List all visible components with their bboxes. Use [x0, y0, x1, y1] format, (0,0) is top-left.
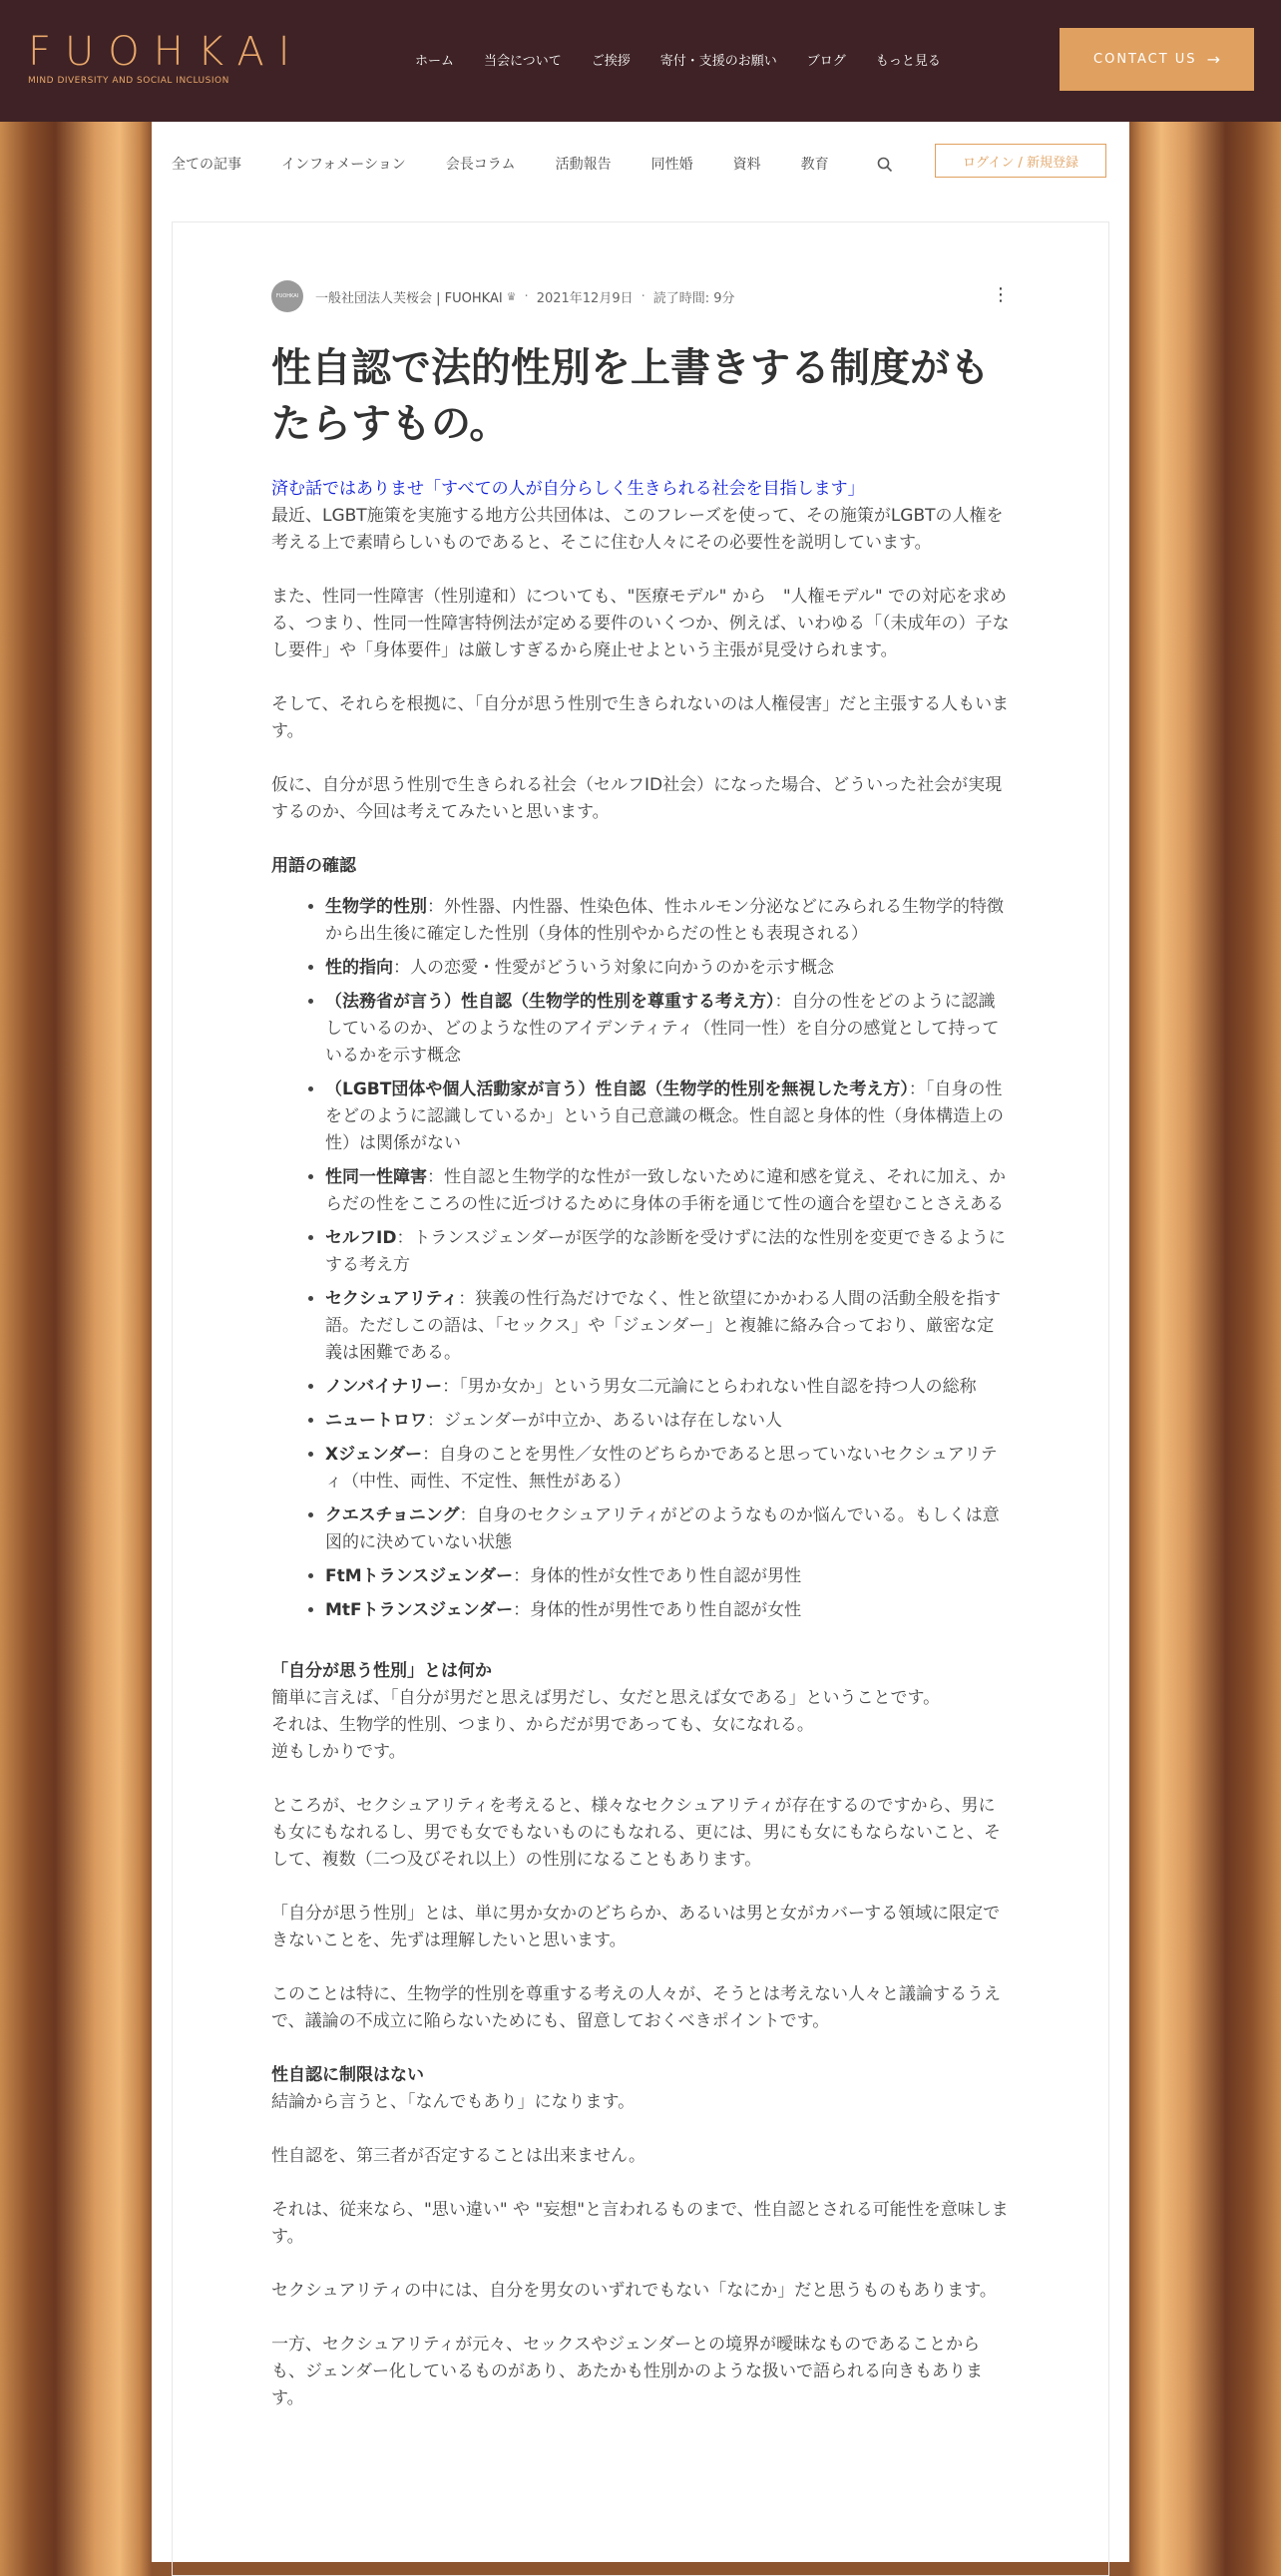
term: MtFトランスジェンダー [325, 1600, 514, 1620]
term-desc: ：トランスジェンダーが医学的な診断を受けずに法的な性別を変更できるようにする考え方 [325, 1228, 1006, 1275]
nav-greeting[interactable]: ご挨拶 [591, 54, 631, 69]
list-item [325, 1076, 1010, 1157]
post-title: 性自認で法的性別を上書きする制度がもたらすもの。 [271, 345, 990, 447]
list-item [325, 1374, 1010, 1401]
list-item [325, 1408, 1010, 1435]
nav-about[interactable]: 当会について [484, 54, 562, 69]
list-item [325, 894, 1010, 948]
list-item [325, 1597, 1010, 1624]
article-card [172, 221, 1109, 2576]
contact-button[interactable] [1060, 28, 1254, 91]
login-button[interactable]: ログイン / 新規登録 [935, 144, 1106, 178]
author-name[interactable]: 一般社団法人芙桜会 | FUOHKAI [315, 290, 503, 306]
more-icon[interactable]: ⋮ [992, 284, 1010, 305]
term: Xジェンダー [325, 1445, 423, 1465]
term: クエスチョニング [325, 1505, 460, 1525]
category-all[interactable]: 全ての記事 [172, 157, 241, 173]
category-activity[interactable]: 活動報告 [555, 157, 612, 173]
list-item [325, 955, 1010, 982]
category-same-sex-marriage[interactable]: 同性婚 [650, 157, 693, 173]
post-date: 2021年12月9日 [536, 290, 634, 306]
read-time: 読了時間: 9分 [652, 290, 735, 306]
paragraph: 「自分が思う性別」とは、単に男か女かのどちらか、あるいは男と女がカバーする領域に限定できないことを、先ずは理解したいと思います。 [271, 1904, 1001, 1950]
term: 性同一性障害 [325, 1167, 427, 1187]
term-desc: ：人の恋愛・性愛がどういう対象に向かうのかを示す概念 [393, 958, 834, 978]
blog-panel [152, 122, 1129, 2562]
list-item [325, 1442, 1010, 1496]
nav-more[interactable]: もっと見る [875, 54, 941, 69]
term-desc: ：自身のセクシュアリティがどのようなものか悩んでいる。もしくは意図的に決めていない状態 [325, 1505, 1000, 1552]
paragraph: このことは特に、生物学的性別を尊重する考えの人々が、そうとは考えない人々と議論するうえで、議論の不成立に陥らないためにも、留意しておくべきポイントです。 [271, 1984, 1001, 2031]
term: ノンバイナリー [325, 1377, 443, 1397]
nav-blog[interactable]: ブログ [806, 54, 846, 69]
main-nav [415, 50, 971, 69]
term: セルフID [325, 1228, 397, 1248]
terms-list [271, 894, 1010, 1624]
paragraph: 最近、LGBT施策を実施する地方公共団体は、このフレーズを使って、その施策がLGBTの人権を考える上で素晴らしいものであると、そこに住む人々にその必要性を説明しています。 [271, 506, 1004, 553]
term-desc: ：自身のことを男性／女性のどちらかであると思っていないセクシュアリティ（中性、両性、不定性、無性がある） [325, 1445, 998, 1492]
term-desc: ：「男か女か」という男女二元論にとらわれない性自認を持つ人の総称 [442, 1377, 977, 1397]
paragraph: 逆もしかりです。 [271, 1742, 406, 1762]
term: FtMトランスジェンダー [325, 1566, 514, 1586]
arrow-right-icon: → [1206, 50, 1220, 69]
term: セクシュアリティ [325, 1289, 459, 1309]
nav-donation[interactable]: 寄付・支援のお願い [659, 54, 777, 69]
paragraph: 仮に、自分が思う性別で生きられる社会（セルフID社会）になった場合、どういった社会が実現するのか、今回は考えてみたいと思います。 [271, 775, 1003, 822]
paragraph: 結論から言うと、「なんでもあり」になります。 [271, 2092, 636, 2112]
list-item [325, 989, 1010, 1070]
list-item [325, 1503, 1010, 1556]
category-bar [172, 152, 869, 176]
author-avatar[interactable]: FUOHKAI [271, 280, 303, 312]
site-header [0, 0, 1281, 122]
term: 生物学的性別 [325, 897, 427, 917]
term-desc: ：狭義の性行為だけでなく、性と欲望にかかわる人間の活動全般を指す語。ただしこの語は、「セックス」や「ジェンダー」と複雑に絡み合っており、厳密な定義は困難である。 [325, 1289, 1001, 1363]
term-desc: ：ジェンダーが中立か、あるいは存在しない人 [427, 1411, 782, 1431]
paragraph: それは、生物学的性別、つまり、からだが男であっても、女になれる。 [271, 1715, 814, 1735]
separator-dot: · [524, 288, 529, 304]
section-heading: 「自分が思う性別」とは何か [271, 1661, 492, 1681]
separator-dot: · [640, 288, 645, 304]
paragraph: また、性同一性障害（性別違和）についても、"医療モデル" から "人権モデル" での対応を求める、つまり、性同一性障害特例法が定める要件のいくつか、例えば、いわゆる「（未成年の）子なし要件」や「身体要件」は厳しすぎるから廃止せよという主張が見受けられます。 [271, 587, 1010, 660]
category-information[interactable]: インフォメーション [281, 157, 406, 173]
category-column[interactable]: 会長コラム [445, 157, 516, 173]
term-desc: ：自分の性をどのように認識しているのか、どのような性のアイデンティティ（性同一性）を自分の感覚として持っているかを示す概念 [325, 992, 1000, 1066]
section-heading: 性自認に制限はない [271, 2065, 424, 2085]
term: 性的指向 [325, 958, 393, 978]
category-education[interactable]: 教育 [800, 157, 829, 173]
paragraph: 簡単に言えば、「自分が男だと思えば男だし、女だと思えば女である」ということです。 [271, 1688, 941, 1708]
paragraph: ところが、セクシュアリティを考えると、様々なセクシュアリティが存在するのですから、男にも女にもなれるし、男でも女でもないものにもなれる、更には、男にも女にもならないこと、そして、複数（二つ及びそれ以上）の性別になることもあります。 [271, 1796, 1001, 1870]
list-item [325, 1225, 1010, 1279]
post-body [271, 476, 1010, 2412]
category-materials[interactable]: 資料 [732, 157, 761, 173]
term-desc: ：身体的性が男性であり性自認が女性 [513, 1600, 802, 1620]
term-desc: ：外性器、内性器、性染色体、性ホルモン分泌などにみられる生物学的特徴から出生後に確定した性別（身体的性別やからだの性とも表現される） [325, 897, 1004, 944]
site-logo[interactable] [28, 29, 304, 92]
paragraph: 一方、セクシュアリティが元々、セックスやジェンダーとの境界が曖昧なものであることからも、ジェンダー化しているものがあり、あたかも性別かのような扱いで語られる向きもあります。 [271, 2335, 983, 2408]
list-item [325, 1563, 1010, 1590]
list-item [325, 1286, 1010, 1367]
intro-link[interactable]: 済む話ではありませ「すべての人が自分らしく生きられる社会を目指します」 [271, 479, 865, 499]
logo-text: FUOHKAI [28, 29, 304, 75]
term: （LGBT団体や個人活動家が言う）性自認（生物学的性別を無視した考え方） [325, 1079, 909, 1099]
paragraph: そして、それらを根拠に、「自分が思う性別で生きられないのは人権侵害」だと主張する人もいます。 [271, 694, 1010, 741]
post-meta [271, 280, 1010, 312]
nav-home[interactable]: ホーム [415, 54, 455, 69]
search-icon[interactable] [876, 156, 894, 174]
crown-icon: ♛ [506, 289, 517, 303]
section-heading: 用語の確認 [271, 856, 356, 876]
term-desc: ：身体的性が女性であり性自認が男性 [513, 1566, 802, 1586]
contact-label: CONTACT US [1093, 52, 1197, 67]
paragraph: 性自認を、第三者が否定することは出来ません。 [271, 2146, 646, 2166]
term: ニュートロワ [325, 1411, 427, 1431]
paragraph: それは、従来なら、"思い違い" や "妄想"と言われるものまで、性自認とされる可能性を意味します。 [271, 2200, 1009, 2247]
term-desc: ：性自認と生物学的な性が一致しないために違和感を覚え、それに加え、からだの性をこころの性に近づけるために身体の手術を通じて性の適合を望むことさえある [325, 1167, 1007, 1214]
term-desc: ：「自身の性をどのように認識しているか」という自己意識の概念。性自認と身体的性（身体構造上の性）は関係がない [325, 1079, 1004, 1153]
term: （法務省が言う）性自認（生物学的性別を尊重する考え方） [325, 992, 775, 1012]
list-item [325, 1164, 1010, 1218]
logo-subtitle: MIND DIVERSITY AND SOCIAL INCLUSION [28, 76, 229, 86]
paragraph: セクシュアリティの中には、自分を男女のいずれでもない「なにか」だと思うものもあります。 [271, 2281, 997, 2301]
